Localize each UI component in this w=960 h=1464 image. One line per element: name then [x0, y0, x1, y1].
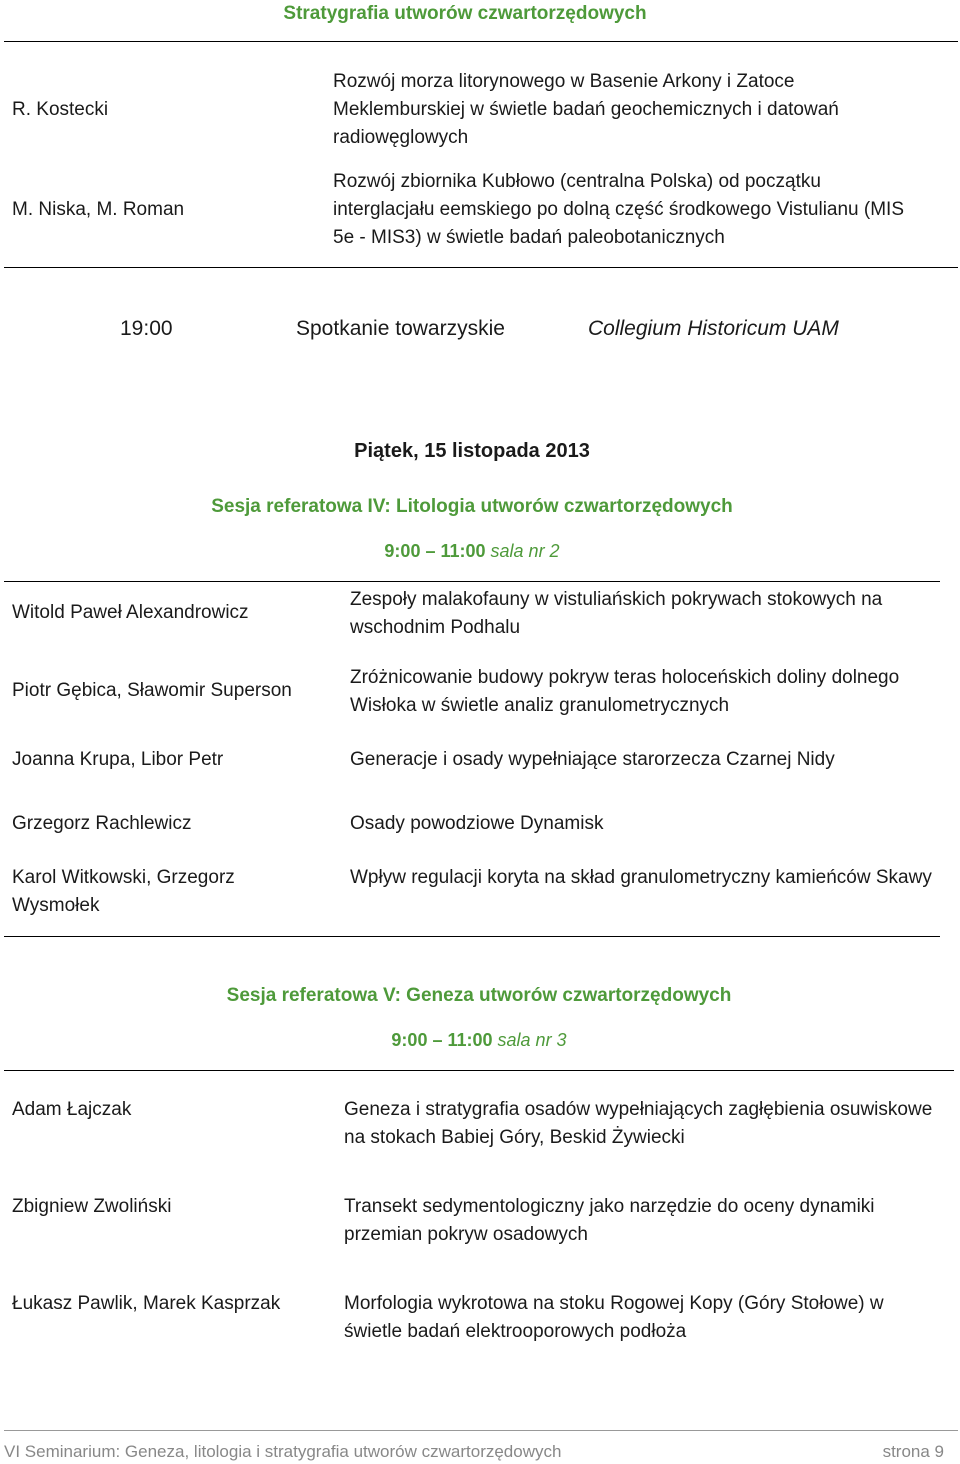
- event-place: Collegium Historicum UAM: [588, 317, 839, 340]
- divider: [4, 581, 940, 582]
- talk-title: Rozwój morza litorynowego w Basenie Arkony i Zatoce Meklemburskiej w świetle badań geochemicznych i datowań radiowęglowych: [333, 71, 839, 148]
- divider: [4, 267, 958, 268]
- session-time-room: [0, 1026, 958, 1054]
- divider: [4, 936, 940, 937]
- talk-title: Wpływ regulacji koryta na skład granulometryczny kamieńców Skawy: [350, 867, 932, 888]
- talk-authors: Piotr Gębica, Sławomir Superson: [12, 680, 292, 701]
- divider: [4, 1070, 954, 1071]
- event-time: 19:00: [120, 317, 173, 340]
- talk-authors: Łukasz Pawlik, Marek Kasprzak: [12, 1293, 281, 1314]
- page-number: strona 9: [882, 1442, 944, 1461]
- talk-authors: Grzegorz Rachlewicz: [12, 813, 192, 834]
- talk-authors: Karol Witkowski, Grzegorz Wysmołek: [12, 867, 235, 916]
- talk-authors: R. Kostecki: [12, 99, 109, 120]
- talk-title: Generacje i osady wypełniające starorzecza Czarnej Nidy: [350, 749, 835, 770]
- talk-title: Rozwój zbiornika Kubłowo (centralna Polska) od początku interglacjału eemskiego po dolną część środkowego Vistulianu (MIS 5e - MIS3) w świetle badań paleobotanicznych: [333, 171, 905, 248]
- session-title: Sesja referatowa IV: Litologia utworów czwartorzędowych: [211, 496, 733, 517]
- talk-title: Morfologia wykrotowa na stoku Rogowej Kopy (Góry Stołowe) w świetle badań elektrooporowych podłoża: [344, 1293, 884, 1342]
- session-title: Sesja referatowa V: Geneza utworów czwartorzędowych: [226, 985, 732, 1006]
- session-room: sala nr 3: [497, 1030, 567, 1050]
- session-time: 9:00 – 11:00: [384, 541, 486, 561]
- talk-title: Osady powodziowe Dynamisk: [350, 813, 604, 834]
- section-title: Stratygrafia utworów czwartorzędowych: [283, 3, 647, 24]
- talk-authors: Zbigniew Zwoliński: [12, 1196, 172, 1217]
- talk-authors: Adam Łajczak: [12, 1099, 132, 1120]
- talk-title: Zespoły malakofauny w vistuliańskich pokrywach stokowych na wschodnim Podhalu: [350, 589, 883, 638]
- talk-authors: Joanna Krupa, Libor Petr: [12, 749, 224, 770]
- talk-title: Zróżnicowanie budowy pokryw teras holoceńskich doliny dolnego Wisłoka w świetle analiz granulometrycznych: [350, 667, 900, 716]
- session-time: 9:00 – 11:00: [391, 1030, 493, 1050]
- session-room: sala nr 2: [490, 541, 560, 561]
- footer-text: VI Seminarium: Geneza, litologia i stratygrafia utworów czwartorzędowych: [4, 1442, 562, 1461]
- footer-divider: [4, 1430, 958, 1431]
- session-time-room: [0, 537, 944, 565]
- talk-authors: Witold Paweł Alexandrowicz: [12, 602, 249, 623]
- talk-title: Geneza i stratygrafia osadów wypełniających zagłębienia osuwiskowe na stokach Babiej Góry, Beskid Żywiecki: [344, 1099, 933, 1148]
- divider: [4, 41, 958, 42]
- day-heading: Piątek, 15 listopada 2013: [354, 440, 590, 462]
- talk-authors: M. Niska, M. Roman: [12, 199, 185, 220]
- talk-title: Transekt sedymentologiczny jako narzędzie do oceny dynamiki przemian pokryw osadowych: [344, 1196, 875, 1245]
- event-name: Spotkanie towarzyskie: [296, 317, 505, 340]
